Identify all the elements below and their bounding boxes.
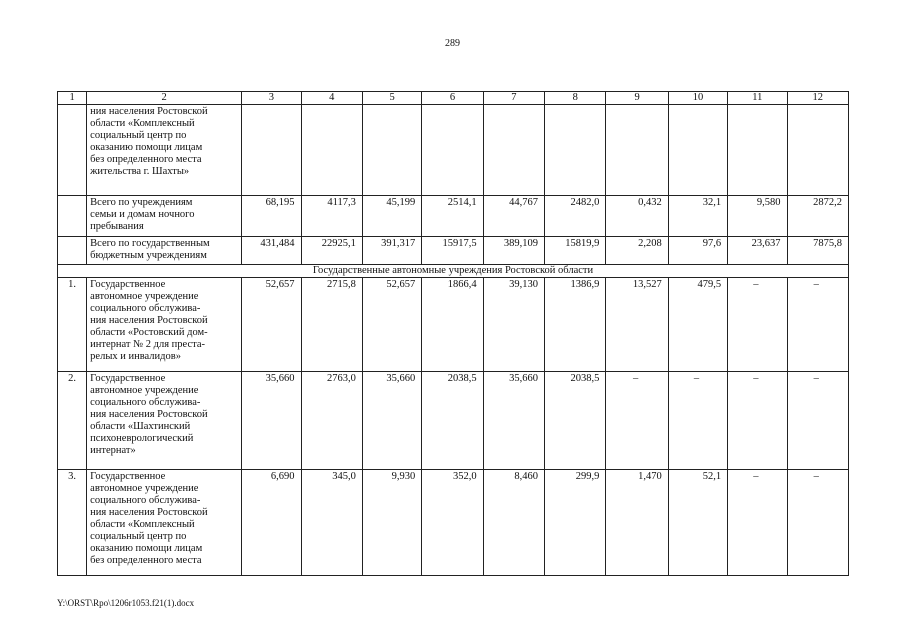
value-cell: 15819,9 [545, 237, 606, 265]
value-cell: 68,195 [242, 196, 301, 237]
row-index: 1. [58, 278, 87, 372]
column-number-cell: 12 [787, 92, 848, 105]
value-cell: 23,637 [728, 237, 787, 265]
value-cell: 7875,8 [787, 237, 848, 265]
value-cell: 52,657 [362, 278, 421, 372]
page-number: 289 [445, 38, 460, 49]
value-cell: 299,9 [545, 470, 606, 576]
value-cell: 1386,9 [545, 278, 606, 372]
row-index [58, 237, 87, 265]
column-number-cell: 11 [728, 92, 787, 105]
value-cell: 9,580 [728, 196, 787, 237]
column-number-cell: 6 [422, 92, 483, 105]
value-cell: 97,6 [668, 237, 727, 265]
column-number-cell: 10 [668, 92, 727, 105]
column-number-cell: 2 [87, 92, 242, 105]
value-cell [787, 105, 848, 196]
table-row [58, 372, 849, 470]
value-cell: 0,432 [606, 196, 668, 237]
value-cell [483, 105, 544, 196]
value-cell: 2038,5 [422, 372, 483, 470]
value-cell: – [787, 470, 848, 576]
column-number-cell: 5 [362, 92, 421, 105]
value-cell [668, 105, 727, 196]
value-cell [242, 105, 301, 196]
row-index: 3. [58, 470, 87, 576]
value-cell [422, 105, 483, 196]
value-cell [545, 105, 606, 196]
budget-table [57, 91, 849, 576]
value-cell: – [728, 278, 787, 372]
value-cell: 431,484 [242, 237, 301, 265]
column-number-cell: 7 [483, 92, 544, 105]
institution-name: Государственное автономное учреждение социального обслужива- ния населения Ростовской области «Ростовский дом- интернат № 2 для преста- релых и инвалидов» [87, 278, 242, 372]
column-number-cell: 3 [242, 92, 301, 105]
value-cell: 8,460 [483, 470, 544, 576]
value-cell: 22925,1 [301, 237, 362, 265]
value-cell: 389,109 [483, 237, 544, 265]
value-cell: 52,657 [242, 278, 301, 372]
value-cell: 345,0 [301, 470, 362, 576]
value-cell: – [787, 372, 848, 470]
institution-name: Государственное автономное учреждение социального обслужива- ния населения Ростовской области «Шахтинский психоневрологический интернат» [87, 372, 242, 470]
value-cell: 2,208 [606, 237, 668, 265]
institution-name: ния населения Ростовской области «Комплексный социальный центр по оказанию помощи лицам без определенного места жительства г. Шахты» [87, 105, 242, 196]
value-cell: 52,1 [668, 470, 727, 576]
value-cell: 4117,3 [301, 196, 362, 237]
column-number-cell: 1 [58, 92, 87, 105]
value-cell: 1866,4 [422, 278, 483, 372]
value-cell [362, 105, 421, 196]
table-row [58, 278, 849, 372]
value-cell: 39,130 [483, 278, 544, 372]
section-heading: Государственные автономные учреждения Ростовской области [58, 265, 849, 278]
table-row [58, 105, 849, 196]
table-row [58, 237, 849, 265]
value-cell: 44,767 [483, 196, 544, 237]
row-index: 2. [58, 372, 87, 470]
value-cell [606, 105, 668, 196]
value-cell: 2763,0 [301, 372, 362, 470]
value-cell: 2715,8 [301, 278, 362, 372]
value-cell: 32,1 [668, 196, 727, 237]
value-cell: 13,527 [606, 278, 668, 372]
value-cell: – [668, 372, 727, 470]
value-cell [728, 105, 787, 196]
column-number-cell: 8 [545, 92, 606, 105]
value-cell: – [728, 372, 787, 470]
institution-name: Всего по учреждениям семьи и домам ночного пребывания [87, 196, 242, 237]
file-path-footer: Y:\ORST\Rpo\1206r1053.f21(1).docx [57, 598, 195, 608]
column-number-cell: 4 [301, 92, 362, 105]
value-cell: 35,660 [362, 372, 421, 470]
row-index [58, 105, 87, 196]
value-cell: – [606, 372, 668, 470]
value-cell: 2514,1 [422, 196, 483, 237]
value-cell: 479,5 [668, 278, 727, 372]
institution-name: Всего по государственным бюджетным учреждениям [87, 237, 242, 265]
institution-name: Государственное автономное учреждение социального обслужива- ния населения Ростовской области «Комплексный социальный центр по оказанию помощи лицам без определенного места [87, 470, 242, 576]
value-cell: 2872,2 [787, 196, 848, 237]
value-cell: 35,660 [483, 372, 544, 470]
value-cell: 45,199 [362, 196, 421, 237]
value-cell: – [728, 470, 787, 576]
section-heading-row [58, 265, 849, 278]
value-cell: 1,470 [606, 470, 668, 576]
table-row [58, 470, 849, 576]
column-number-row [58, 92, 849, 105]
value-cell: 352,0 [422, 470, 483, 576]
row-index [58, 196, 87, 237]
value-cell: 15917,5 [422, 237, 483, 265]
value-cell: – [787, 278, 848, 372]
value-cell: 9,930 [362, 470, 421, 576]
column-number-cell: 9 [606, 92, 668, 105]
value-cell: 6,690 [242, 470, 301, 576]
value-cell: 2038,5 [545, 372, 606, 470]
value-cell: 391,317 [362, 237, 421, 265]
value-cell [301, 105, 362, 196]
value-cell: 35,660 [242, 372, 301, 470]
table-row [58, 196, 849, 237]
value-cell: 2482,0 [545, 196, 606, 237]
